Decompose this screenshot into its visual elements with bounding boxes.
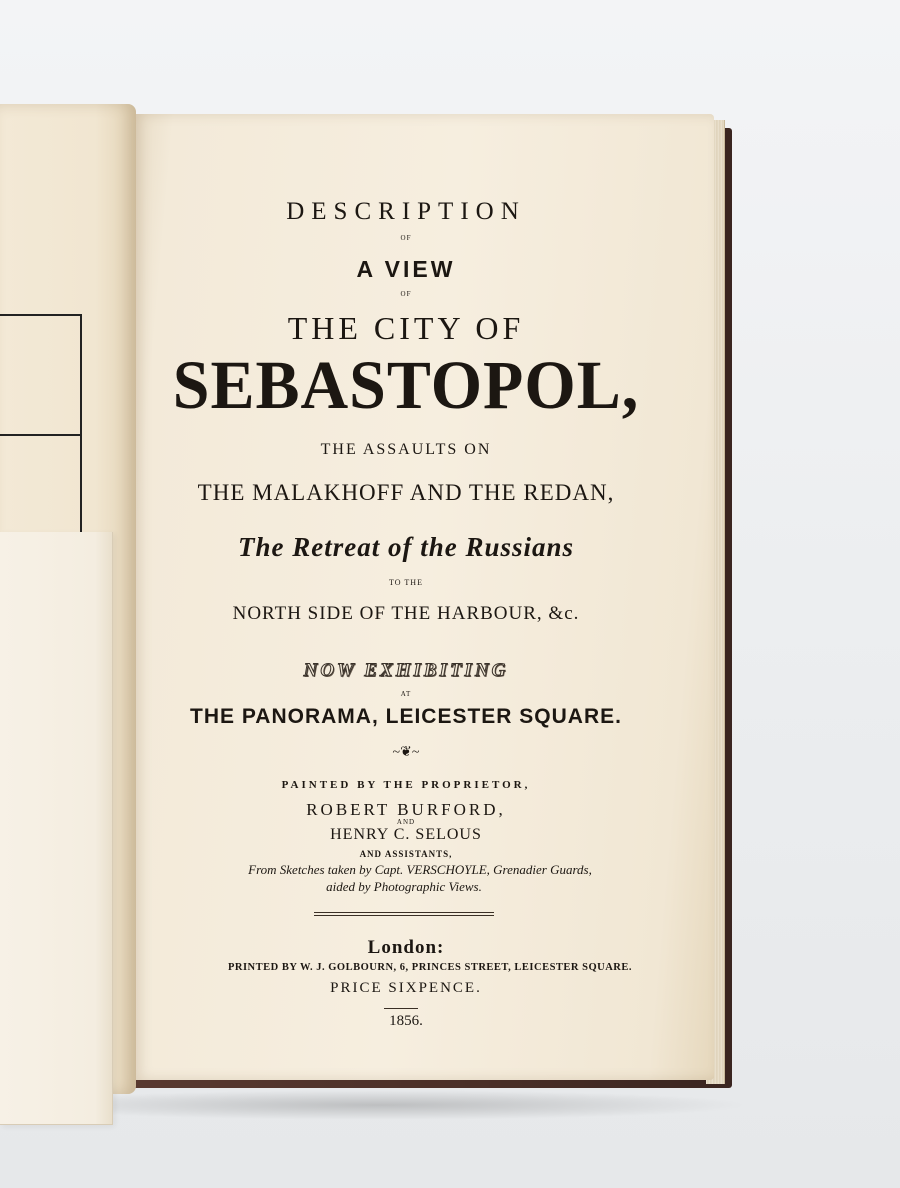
ornament-flourish: ~❦~ [392, 745, 420, 760]
artist-henry-selous: HENRY C. SELOUS [330, 826, 482, 843]
and-small: AND [396, 818, 416, 826]
now-exhibiting: NOW EXHIBITING [303, 660, 509, 681]
publication-year: 1856. [389, 1013, 423, 1029]
double-rule-bottom [314, 915, 494, 916]
title-description: DESCRIPTION [286, 198, 526, 225]
of-small-2: OF [400, 290, 412, 298]
panorama-leicester-square: THE PANORAMA, LEICESTER SQUARE. [190, 705, 622, 728]
subtitle-retreat: The Retreat of the Russians [237, 532, 575, 562]
left-page [0, 104, 136, 1094]
title-sebastopol: SEBASTOPOL, [172, 347, 640, 424]
title-a-view: A VIEW [356, 256, 456, 282]
book-shadow [10, 1090, 750, 1120]
price: PRICE SIXPENCE. [330, 980, 482, 996]
at-small: AT [400, 690, 412, 698]
subtitle-malakhoff-redan: THE MALAKHOFF AND THE REDAN, [197, 480, 615, 505]
photographic-credit: aided by Photographic Views. [326, 879, 482, 894]
year-rule [384, 1008, 418, 1009]
subtitle-assaults: THE ASSAULTS ON [320, 441, 492, 458]
plate-frame [0, 314, 82, 536]
sketches-credit: From Sketches taken by Capt. VERSCHOYLE, Grenadier Guards, [248, 862, 592, 877]
painted-by: PAINTED BY THE PROPRIETOR, [281, 779, 531, 791]
subtitle-north-side: NORTH SIDE OF THE HARBOUR, &c. [232, 603, 580, 624]
imprint-printer: PRINTED BY W. J. GOLBOURN, 6, PRINCES STREET, LEICESTER SQUARE. [227, 962, 633, 973]
folded-sheet [0, 532, 113, 1125]
to-the-small: TO THE [389, 578, 423, 587]
of-small-1: OF [400, 234, 412, 242]
and-assistants: AND ASSISTANTS, [359, 849, 453, 859]
plate-frame-line [0, 434, 80, 436]
double-rule-top [314, 912, 494, 913]
artist-robert-burford: ROBERT BURFORD, [306, 800, 506, 819]
title-the-city-of: THE CITY OF [287, 310, 525, 346]
imprint-london: London: [367, 937, 445, 958]
